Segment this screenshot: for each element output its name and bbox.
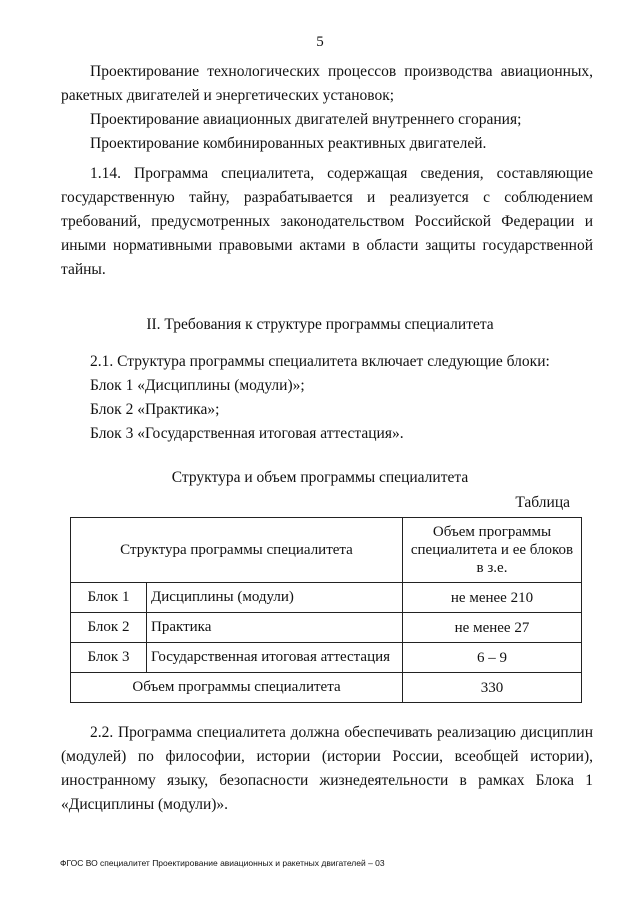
clause-1-14: 1.14. Программа специалитета, содержащая сведения, составляющие государственную тайну, разрабатывается и реализуется с соблюдением требований, предусмотренных законодательством Российской Федерации и иными нормативными правовыми актами в области защиты государственной тайны. <box>61 165 593 278</box>
block-list-item: Блок 3 «Государственная итоговая аттестация». <box>90 425 404 442</box>
block-cell: Блок 2 <box>71 613 147 643</box>
block-list-item: Блок 2 «Практика»; <box>90 401 220 418</box>
table-header-row <box>71 518 582 583</box>
table-row <box>71 583 582 613</box>
header-structure: Структура программы специалитета <box>71 518 403 583</box>
table-row <box>71 643 582 673</box>
volume-cell: не менее 210 <box>403 583 582 613</box>
block-list-item: Блок 1 «Дисциплины (модули)»; <box>90 377 305 394</box>
section-heading: II. Требования к структуре программы специалитета <box>146 316 494 333</box>
table-total-row <box>71 673 582 703</box>
clause-2-1 <box>61 350 593 446</box>
total-label-cell: Объем программы специалитета <box>71 673 403 703</box>
intro-paragraph: Проектирование авиационных двигателей внутреннего сгорания; <box>90 111 522 128</box>
total-value-cell: 330 <box>403 673 582 703</box>
block-cell: Блок 3 <box>71 643 147 673</box>
table-title: Структура и объем программы специалитета <box>171 469 469 486</box>
clause-2-1-lead: 2.1. Структура программы специалитета включает следующие блоки: <box>90 353 550 370</box>
name-cell: Практика <box>147 613 403 643</box>
clause-2-2: 2.2. Программа специалитета должна обеспечивать реализацию дисциплин (модулей) по философии, истории (истории России, всеобщей истории), иностранному языку, безопасности жизнедеятельности в рамках Блока 1 «Дисциплины (модули)». <box>61 724 593 813</box>
intro-paragraph: Проектирование технологических процессов производства авиационных, ракетных двигателей и энергетических установок; <box>61 63 593 104</box>
footer-text: ФГОС ВО специалитет Проектирование авиационных и ракетных двигателей – 03 <box>60 858 385 868</box>
name-cell: Государственная итоговая аттестация <box>147 643 403 673</box>
header-volume: Объем программы специалитета и ее блоков в з.е. <box>403 518 582 583</box>
table-label: Таблица <box>515 494 570 511</box>
intro-paragraph: Проектирование комбинированных реактивных двигателей. <box>90 135 487 152</box>
intro-section <box>61 60 593 282</box>
page-number: 5 <box>316 34 324 50</box>
block-cell: Блок 1 <box>71 583 147 613</box>
volume-cell: не менее 27 <box>403 613 582 643</box>
clause-2-2-section <box>61 721 593 817</box>
structure-table <box>70 517 582 703</box>
table-row <box>71 613 582 643</box>
name-cell: Дисциплины (модули) <box>147 583 403 613</box>
volume-cell: 6 – 9 <box>403 643 582 673</box>
